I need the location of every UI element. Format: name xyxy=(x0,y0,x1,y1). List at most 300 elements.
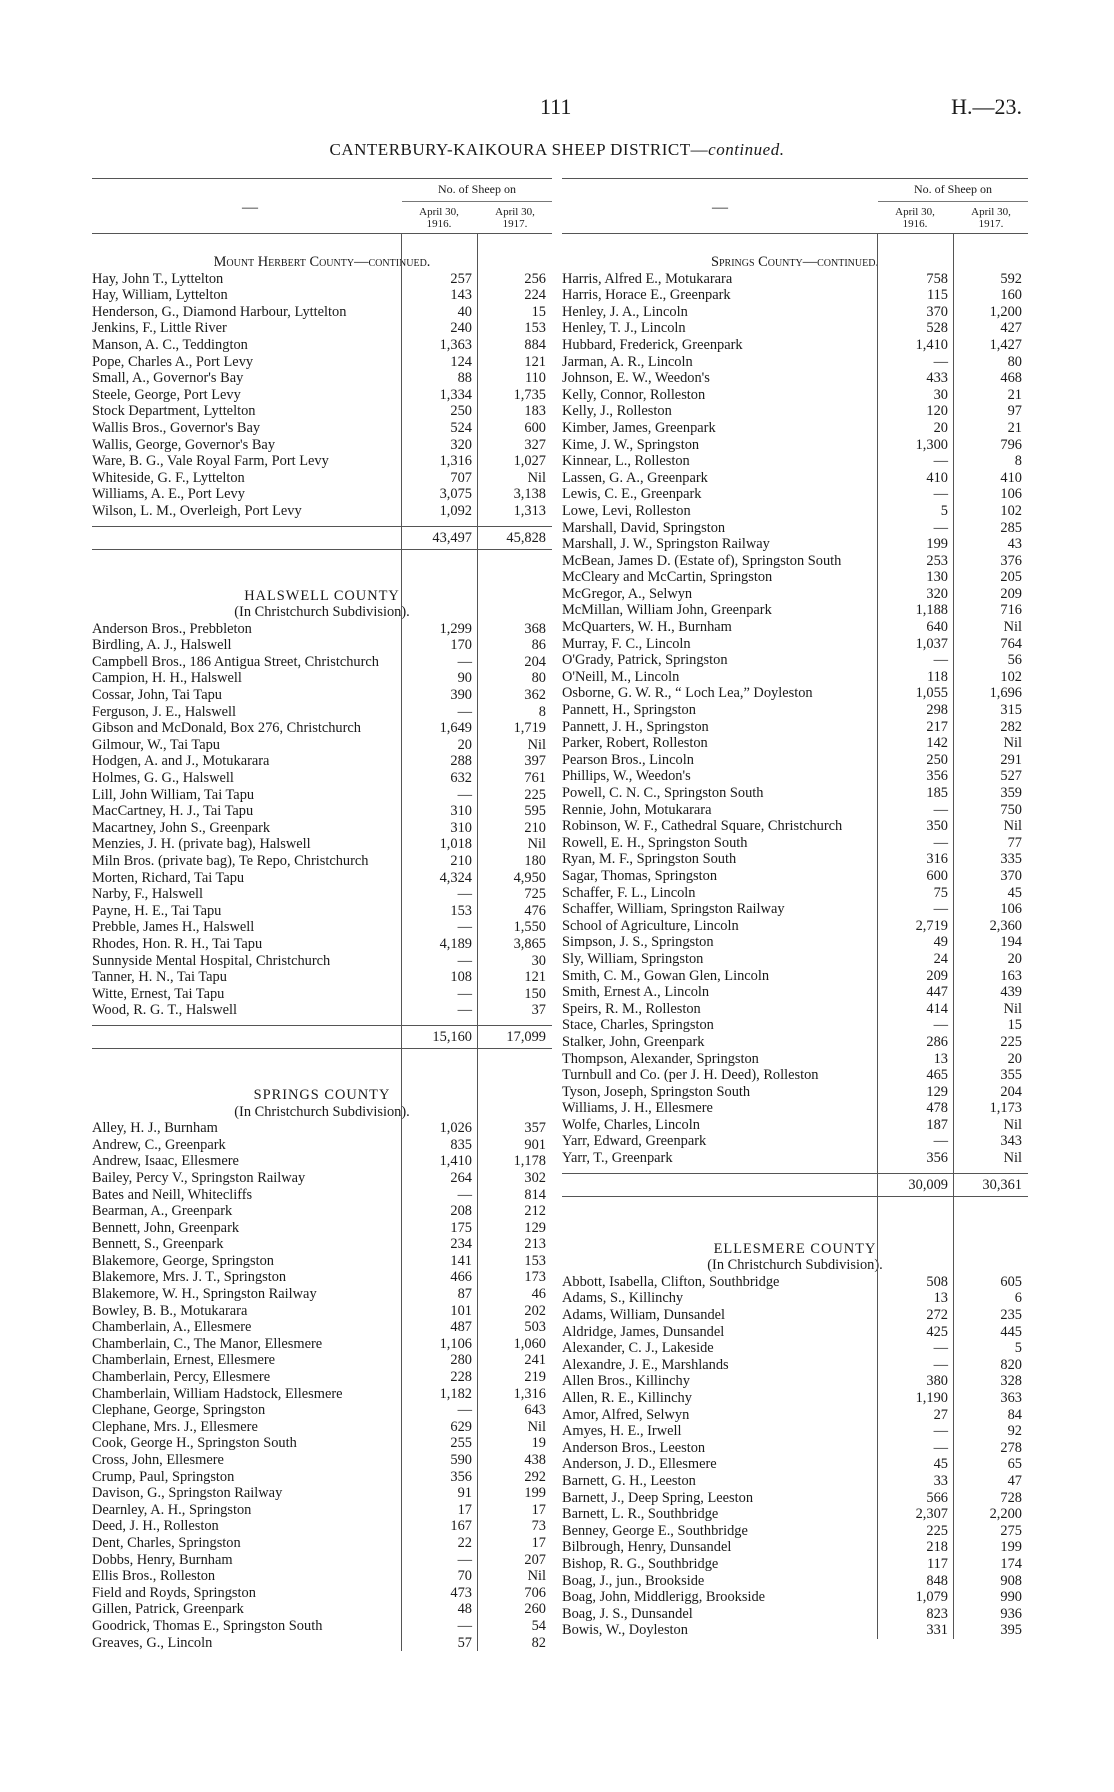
sheep-count-1917: 643 xyxy=(524,1402,546,1419)
sheep-count-1917: 884 xyxy=(524,336,546,353)
table-row xyxy=(562,1290,1028,1307)
table-row xyxy=(562,1067,1028,1084)
sheep-count-1916: — xyxy=(933,1133,948,1150)
owner-name: Adams, William, Dunsandel xyxy=(562,1307,726,1324)
table-row xyxy=(562,1034,1028,1051)
sheep-count-1916: 288 xyxy=(450,753,472,770)
table-row xyxy=(92,1419,552,1436)
table-row xyxy=(92,903,552,920)
owner-name: Steele, George, Port Levy xyxy=(92,386,241,403)
sheep-count-1916: 1,334 xyxy=(439,386,472,403)
sheep-count-1916: 185 xyxy=(926,785,948,801)
table-row xyxy=(562,951,1028,968)
sheep-count-1917: 990 xyxy=(1000,1589,1022,1606)
sheep-count-1916: 3,075 xyxy=(439,486,472,503)
sheep-count-1917: 173 xyxy=(524,1269,546,1286)
table-row xyxy=(562,1440,1028,1457)
right-table-body xyxy=(562,234,1028,1639)
sheep-count-1917: 376 xyxy=(1000,552,1022,569)
sheep-count-1917: 256 xyxy=(524,270,546,287)
sheep-count-1917: 363 xyxy=(1000,1390,1022,1406)
sheep-count-1917: 343 xyxy=(1000,1133,1022,1150)
owner-name: Marshall, J. W., Springston Railway xyxy=(562,536,770,553)
sheep-count-1917: 20 xyxy=(1007,1050,1022,1067)
table-row xyxy=(92,1269,552,1286)
page-title-main: CANTERBURY-KAIKOURA SHEEP DISTRICT— xyxy=(329,140,709,159)
sheep-count-1917: 54 xyxy=(531,1617,546,1634)
sheep-count-1916: 4,324 xyxy=(439,869,472,886)
sheep-count-1917: 207 xyxy=(524,1551,546,1568)
sheep-count-1916: 27 xyxy=(933,1406,948,1423)
table-row xyxy=(562,1573,1028,1590)
sheep-count-1917: 1,719 xyxy=(513,720,546,737)
owner-name: Andrew, Isaac, Ellesmere xyxy=(92,1153,239,1170)
sheep-count-1917: 8 xyxy=(538,703,546,720)
table-row xyxy=(562,1274,1028,1291)
sheep-count-1917: 1,735 xyxy=(513,386,546,403)
sheep-count-1916: 48 xyxy=(457,1601,472,1618)
owner-name: Hay, William, Lyttelton xyxy=(92,287,228,304)
sheep-count-1917: 225 xyxy=(1000,1033,1022,1050)
owner-name: Miln Bros. (private bag), Te Repo, Christchurch xyxy=(92,853,369,869)
table-row xyxy=(92,1137,552,1154)
sheep-count-1917: Nil xyxy=(1003,1150,1022,1167)
owner-name: Bishop, R. G., Southbridge xyxy=(562,1555,719,1572)
sheep-count-1916: 1,299 xyxy=(439,620,472,637)
sheep-count-1916: 1,190 xyxy=(915,1390,948,1406)
table-row xyxy=(562,1150,1028,1167)
sheep-count-1917: 716 xyxy=(1000,602,1022,619)
owner-name: Chamberlain, Ernest, Ellesmere xyxy=(92,1352,276,1369)
sheep-count-1916: — xyxy=(933,1017,948,1034)
owner-name: Holmes, G. G., Halswell xyxy=(92,770,234,787)
owner-name: Bilbrough, Henry, Dunsandel xyxy=(562,1539,732,1556)
owner-name: Witte, Ernest, Tai Tapu xyxy=(92,985,225,1002)
sheep-count-1916: 264 xyxy=(450,1169,472,1186)
sheep-count-1916: 272 xyxy=(926,1307,948,1324)
sheep-count-1916: 629 xyxy=(450,1418,472,1435)
sheep-count-1917: 728 xyxy=(1000,1489,1022,1506)
table-row xyxy=(562,1001,1028,1018)
owner-name: Hodgen, A. and J., Motukarara xyxy=(92,753,270,770)
owner-name: Davison, G., Springston Railway xyxy=(92,1485,283,1502)
table-row xyxy=(562,470,1028,487)
table-row xyxy=(92,787,552,804)
sheep-count-1916: 4,189 xyxy=(439,935,472,952)
table-row xyxy=(92,1170,552,1187)
owner-name: Alexander, C. J., Lakeside xyxy=(562,1340,714,1357)
owner-name: Barnett, G. H., Leeston xyxy=(562,1472,696,1489)
section-title-springs: SPRINGS COUNTY xyxy=(253,1086,391,1103)
owner-name: Lill, John William, Tai Tapu xyxy=(92,786,255,803)
owner-name: McCleary and McCartin, Springston xyxy=(562,569,773,586)
owner-name: Kelly, J., Rolleston xyxy=(562,403,672,420)
sheep-count-1916: 298 xyxy=(926,702,948,719)
owner-name: Cross, John, Ellesmere xyxy=(92,1452,224,1468)
table-row xyxy=(92,1585,552,1602)
owner-name: Blakemore, George, Springston xyxy=(92,1252,274,1269)
owner-name: Amor, Alfred, Selwyn xyxy=(562,1406,690,1423)
sheep-count-1917: 209 xyxy=(1000,585,1022,602)
sheep-count-1917: Nil xyxy=(1003,1116,1022,1133)
owner-name: Field and Royds, Springston xyxy=(92,1584,256,1601)
table-row xyxy=(92,304,552,321)
total-row-halswell: 15,160 17,099 xyxy=(92,1025,552,1049)
owner-name: Barnett, L. R., Southbridge xyxy=(562,1506,719,1523)
sheep-count-1917: 5 xyxy=(1014,1340,1022,1357)
owner-name: Rowell, E. H., Springston South xyxy=(562,834,748,851)
table-row xyxy=(92,1535,552,1552)
sheep-count-1916: 1,363 xyxy=(439,336,472,353)
table-row xyxy=(562,536,1028,553)
sheep-count-1916: — xyxy=(933,486,948,503)
table-row xyxy=(92,1601,552,1618)
sheep-count-1916: — xyxy=(457,952,472,969)
sheep-count-1916: 225 xyxy=(926,1522,948,1539)
sheep-count-1917: 6 xyxy=(1014,1290,1022,1307)
sheep-count-1916: — xyxy=(457,886,472,903)
sheep-count-1916: 118 xyxy=(926,668,948,685)
owner-name: Alley, H. J., Burnham xyxy=(92,1120,218,1137)
sheep-count-1917: 592 xyxy=(1000,270,1022,287)
sheep-count-1916: 465 xyxy=(926,1067,948,1084)
owner-name: Alexandre, J. E., Marshlands xyxy=(562,1356,729,1373)
owner-name: Ware, B. G., Vale Royal Farm, Port Levy xyxy=(92,453,329,470)
sheep-count-1916: 87 xyxy=(457,1286,472,1303)
sheep-count-1917: 80 xyxy=(531,670,546,687)
table-row xyxy=(562,486,1028,503)
sheep-count-1917: 80 xyxy=(1007,353,1022,370)
sheep-count-1916: 24 xyxy=(933,950,948,967)
table-row xyxy=(562,1523,1028,1540)
sheep-count-1917: 764 xyxy=(1000,635,1022,652)
sheep-count-1917: 362 xyxy=(524,687,546,704)
owner-name: Dent, Charles, Springston xyxy=(92,1534,241,1551)
table-row xyxy=(562,337,1028,354)
owner-name: Rennie, John, Motukarara xyxy=(562,801,712,818)
owner-name: Aldridge, James, Dunsandel xyxy=(562,1323,725,1340)
sheep-count-1917: 275 xyxy=(1000,1522,1022,1539)
sheep-count-1916: 835 xyxy=(450,1136,472,1153)
sheep-count-1917: 210 xyxy=(524,819,546,836)
section-subtitle-ellesmere: (In Christchurch Subdivision). xyxy=(707,1257,883,1274)
sheep-count-1917: 102 xyxy=(1000,502,1022,519)
header-dash: — xyxy=(712,199,728,216)
owner-name: Chamberlain, Percy, Ellesmere xyxy=(92,1369,271,1386)
sheep-count-1916: 1,410 xyxy=(915,336,948,353)
owner-name: Schaffer, F. L., Lincoln xyxy=(562,884,696,901)
owner-name: McQuarters, W. H., Burnham xyxy=(562,619,732,636)
owner-name: Wolfe, Charles, Lincoln xyxy=(562,1116,700,1133)
sheep-count-1917: 19 xyxy=(531,1435,546,1452)
sheep-count-1916: 20 xyxy=(933,419,948,436)
sheep-count-1917: 8 xyxy=(1014,453,1022,470)
sheep-count-1916: 350 xyxy=(926,818,948,835)
table-row xyxy=(562,968,1028,985)
owner-name: Ellis Bros., Rolleston xyxy=(92,1568,216,1585)
table-row xyxy=(92,654,552,671)
sheep-count-1916: 209 xyxy=(926,967,948,984)
sheep-count-1916: — xyxy=(457,1402,472,1419)
sheep-count-1917: 194 xyxy=(1000,934,1022,951)
owner-name: Bearman, A., Greenpark xyxy=(92,1203,233,1220)
table-row xyxy=(562,553,1028,570)
sheep-count-1917: 2,200 xyxy=(989,1506,1022,1523)
sheep-count-1917: 282 xyxy=(1000,718,1022,735)
sheep-count-1916: 848 xyxy=(926,1572,948,1589)
table-row xyxy=(92,1120,552,1137)
owner-name: Campion, H. H., Halswell xyxy=(92,670,242,687)
sheep-count-1917: 600 xyxy=(524,419,546,436)
header-col-1917: April 30, 1917. xyxy=(971,206,1011,230)
table-row xyxy=(92,1502,552,1519)
section-title-mount-herbert: Mount Herbert County—continued. xyxy=(213,254,431,270)
header-group: No. of Sheep on xyxy=(878,182,1028,202)
owner-name: Bowley, B. B., Motukarara xyxy=(92,1302,248,1319)
table-row xyxy=(562,818,1028,835)
owner-name: Lowe, Levi, Rolleston xyxy=(562,502,691,519)
owner-name: Bailey, Percy V., Springston Railway xyxy=(92,1169,306,1186)
sheep-count-1916: 1,649 xyxy=(439,720,472,737)
sheep-count-1916: 91 xyxy=(457,1485,472,1502)
table-row xyxy=(92,836,552,853)
sheep-count-1916: — xyxy=(457,1002,472,1019)
sheep-count-1917: 15 xyxy=(531,303,546,320)
owner-name: Harris, Alfred E., Motukarara xyxy=(562,270,733,287)
sheep-count-1917: 438 xyxy=(524,1452,546,1468)
sheep-count-1916: — xyxy=(933,652,948,669)
table-row xyxy=(562,1456,1028,1473)
section-title-ellesmere: ELLESMERE COUNTY xyxy=(713,1240,877,1257)
sheep-count-1916: 356 xyxy=(926,1150,948,1167)
table-row xyxy=(562,569,1028,586)
sheep-count-1917: Nil xyxy=(1003,735,1022,752)
sheep-count-1917: 1,427 xyxy=(989,336,1022,353)
table-row xyxy=(562,1100,1028,1117)
owner-name: Wallis Bros., Governor's Bay xyxy=(92,419,261,436)
sheep-count-1916: — xyxy=(457,985,472,1002)
table-row xyxy=(562,586,1028,603)
owner-name: Clephane, Mrs. J., Ellesmere xyxy=(92,1418,258,1435)
sheep-count-1916: — xyxy=(933,901,948,918)
sheep-count-1917: 1,173 xyxy=(989,1100,1022,1117)
owner-name: Barnett, J., Deep Spring, Leeston xyxy=(562,1489,754,1506)
owner-name: Smith, Ernest A., Lincoln xyxy=(562,984,710,1001)
sheep-count-1917: 410 xyxy=(1000,469,1022,486)
sheep-count-1917: 212 xyxy=(524,1203,546,1220)
sheep-count-1916: 120 xyxy=(926,403,948,420)
owner-name: Blakemore, W. H., Springston Railway xyxy=(92,1286,317,1303)
sheep-count-1917: 45 xyxy=(1007,884,1022,901)
table-row xyxy=(92,337,552,354)
owner-name: Speirs, R. M., Rolleston xyxy=(562,1000,701,1017)
table-row xyxy=(92,637,552,654)
sheep-count-1917: Nil xyxy=(1003,818,1022,835)
sheep-count-1916: 1,188 xyxy=(915,602,948,619)
sheep-count-1916: 466 xyxy=(450,1269,472,1286)
sheep-count-1917: 56 xyxy=(1007,652,1022,669)
table-row xyxy=(562,1133,1028,1150)
owner-name: Stalker, John, Greenpark xyxy=(562,1033,705,1050)
sheep-count-1917: 121 xyxy=(524,969,546,986)
sheep-count-1916: 310 xyxy=(450,803,472,820)
owner-name: Yarr, T., Greenpark xyxy=(562,1150,673,1167)
owner-name: Birdling, A. J., Halswell xyxy=(92,637,232,654)
table-row xyxy=(562,602,1028,619)
owner-name: Gilmour, W., Tai Tapu xyxy=(92,736,220,753)
table-row xyxy=(562,420,1028,437)
owner-name: Lewis, C. E., Greenpark xyxy=(562,486,702,503)
sheep-count-1917: 235 xyxy=(1000,1307,1022,1324)
sheep-count-1917: 527 xyxy=(1000,768,1022,785)
sheep-count-1917: 199 xyxy=(524,1485,546,1502)
sheep-count-1916: 70 xyxy=(457,1568,472,1585)
table-row xyxy=(562,619,1028,636)
sheep-count-1916: 129 xyxy=(926,1083,948,1100)
sheep-count-1917: 427 xyxy=(1000,320,1022,337)
owner-name: Henley, J. A., Lincoln xyxy=(562,303,688,320)
total-row-mount-herbert: 43,497 45,828 xyxy=(92,526,552,550)
sheep-count-1916: 142 xyxy=(926,735,948,752)
table-row xyxy=(92,287,552,304)
table-row xyxy=(92,986,552,1003)
owner-name: Wallis, George, Governor's Bay xyxy=(92,436,276,453)
table-row xyxy=(562,1084,1028,1101)
table-row xyxy=(92,1485,552,1502)
sheep-count-1916: 40 xyxy=(457,303,472,320)
sheep-count-1916: 758 xyxy=(926,270,948,287)
sheep-count-1916: 167 xyxy=(450,1518,472,1535)
sheep-count-1917: 285 xyxy=(1000,519,1022,536)
left-column xyxy=(92,178,552,1651)
owner-name: Boag, J., jun., Brookside xyxy=(562,1572,705,1589)
owner-name: Sunnyside Mental Hospital, Christchurch xyxy=(92,952,331,969)
sheep-count-1917: 302 xyxy=(524,1169,546,1186)
owner-name: McBean, James D. (Estate of), Springston South xyxy=(562,552,842,569)
owner-name: Hay, John T., Lyttelton xyxy=(92,270,224,287)
table-row xyxy=(92,1518,552,1535)
owner-name: Cossar, John, Tai Tapu xyxy=(92,687,222,704)
table-row xyxy=(562,1556,1028,1573)
sheep-count-1917: 241 xyxy=(524,1352,546,1369)
sheep-count-1917: 368 xyxy=(524,620,546,637)
sheep-count-1917: 183 xyxy=(524,403,546,420)
table-row xyxy=(562,934,1028,951)
sheep-count-1916: 13 xyxy=(933,1050,948,1067)
sheep-count-1916: 1,316 xyxy=(439,453,472,470)
sheep-count-1916: 210 xyxy=(450,853,472,869)
owner-name: Lassen, G. A., Greenpark xyxy=(562,469,708,486)
sheep-count-1917: 20 xyxy=(1007,950,1022,967)
table-row xyxy=(562,735,1028,752)
table-row xyxy=(92,1253,552,1270)
sheep-count-1916: 1,410 xyxy=(439,1153,472,1170)
owner-name: Osborne, G. W. R., “ Loch Lea,” Doyleston xyxy=(562,685,813,702)
sheep-count-1916: 380 xyxy=(926,1373,948,1390)
table-row xyxy=(92,687,552,704)
right-column xyxy=(562,178,1028,1639)
table-row xyxy=(562,984,1028,1001)
sheep-count-1916: 447 xyxy=(926,984,948,1001)
owner-name: Bates and Neill, Whitecliffs xyxy=(92,1186,253,1203)
sheep-count-1917: 468 xyxy=(1000,370,1022,387)
owner-name: O'Grady, Patrick, Springston xyxy=(562,652,728,669)
sheep-count-1916: — xyxy=(933,353,948,370)
sheep-count-1917: Nil xyxy=(527,736,546,753)
owner-name: Anderson, J. D., Ellesmere xyxy=(562,1456,717,1473)
sheep-count-1916: — xyxy=(933,1439,948,1456)
header-col-1916: April 30, 1916. xyxy=(419,206,459,230)
owner-name: Wilson, L. M., Overleigh, Port Levy xyxy=(92,502,302,519)
sheep-count-1917: 605 xyxy=(1000,1273,1022,1290)
sheep-count-1917: 1,696 xyxy=(989,685,1022,702)
sheep-count-1917: 1,178 xyxy=(513,1153,546,1170)
owner-name: Boag, John, Middlerigg, Brookside xyxy=(562,1589,766,1606)
owner-name: Benney, George E., Southbridge xyxy=(562,1522,748,1539)
sheep-count-1917: 17 xyxy=(531,1534,546,1551)
document-reference: H.—23. xyxy=(951,94,1022,119)
sheep-count-1916: 1,037 xyxy=(915,635,948,652)
sheep-count-1917: 92 xyxy=(1007,1423,1022,1440)
sheep-count-1917: 110 xyxy=(524,370,546,387)
sheep-count-1916: 433 xyxy=(926,370,948,387)
table-row xyxy=(562,652,1028,669)
owner-name: Goodrick, Thomas E., Springston South xyxy=(92,1617,323,1634)
table-row xyxy=(562,1473,1028,1490)
table-row xyxy=(92,969,552,986)
owner-name: Henley, T. J., Lincoln xyxy=(562,320,686,337)
table-row xyxy=(92,720,552,737)
sheep-count-1917: 204 xyxy=(1000,1083,1022,1100)
sheep-count-1916: 57 xyxy=(457,1634,472,1651)
sheep-count-1917: 82 xyxy=(531,1634,546,1651)
sheep-count-1916: — xyxy=(457,1186,472,1203)
sheep-count-1917: 1,200 xyxy=(989,303,1022,320)
sheep-count-1916: 17 xyxy=(457,1501,472,1518)
table-row xyxy=(92,1369,552,1386)
table-row xyxy=(562,304,1028,321)
owner-name: Yarr, Edward, Greenpark xyxy=(562,1133,707,1150)
sheep-count-1916: 117 xyxy=(926,1555,948,1572)
sheep-count-1917: 357 xyxy=(524,1120,546,1137)
sheep-count-1916: 175 xyxy=(450,1219,472,1236)
sheep-count-1916: 90 xyxy=(457,670,472,687)
table-row xyxy=(92,1568,552,1585)
owner-name: Tyson, Joseph, Springston South xyxy=(562,1083,751,1100)
owner-name: Marshall, David, Springston xyxy=(562,519,726,536)
owner-name: Boag, J. S., Dunsandel xyxy=(562,1605,693,1622)
sheep-count-1917: Nil xyxy=(1003,619,1022,636)
owner-name: Deed, J. H., Rolleston xyxy=(92,1518,219,1535)
owner-name: Abbott, Isabella, Clifton, Southbridge xyxy=(562,1273,780,1290)
owner-name: Adams, S., Killinchy xyxy=(562,1290,684,1307)
sheep-count-1917: 796 xyxy=(1000,436,1022,453)
sheep-count-1917: 328 xyxy=(1000,1373,1022,1390)
sheep-count-1916: — xyxy=(933,801,948,818)
sheep-count-1917: 292 xyxy=(524,1468,546,1485)
table-row xyxy=(92,354,552,371)
header-col-1917: April 30, 1917. xyxy=(495,206,535,230)
sheep-count-1916: 590 xyxy=(450,1452,472,1468)
table-row xyxy=(92,953,552,970)
section-subtitle-springs: (In Christchurch Subdivision). xyxy=(234,1103,410,1120)
sheep-count-1916: 250 xyxy=(450,403,472,420)
header-group: No. of Sheep on xyxy=(402,182,552,202)
sheep-count-1916: 45 xyxy=(933,1456,948,1473)
owner-name: Whiteside, G. F., Lyttelton xyxy=(92,469,245,486)
sheep-count-1916: 508 xyxy=(926,1273,948,1290)
table-row xyxy=(562,503,1028,520)
